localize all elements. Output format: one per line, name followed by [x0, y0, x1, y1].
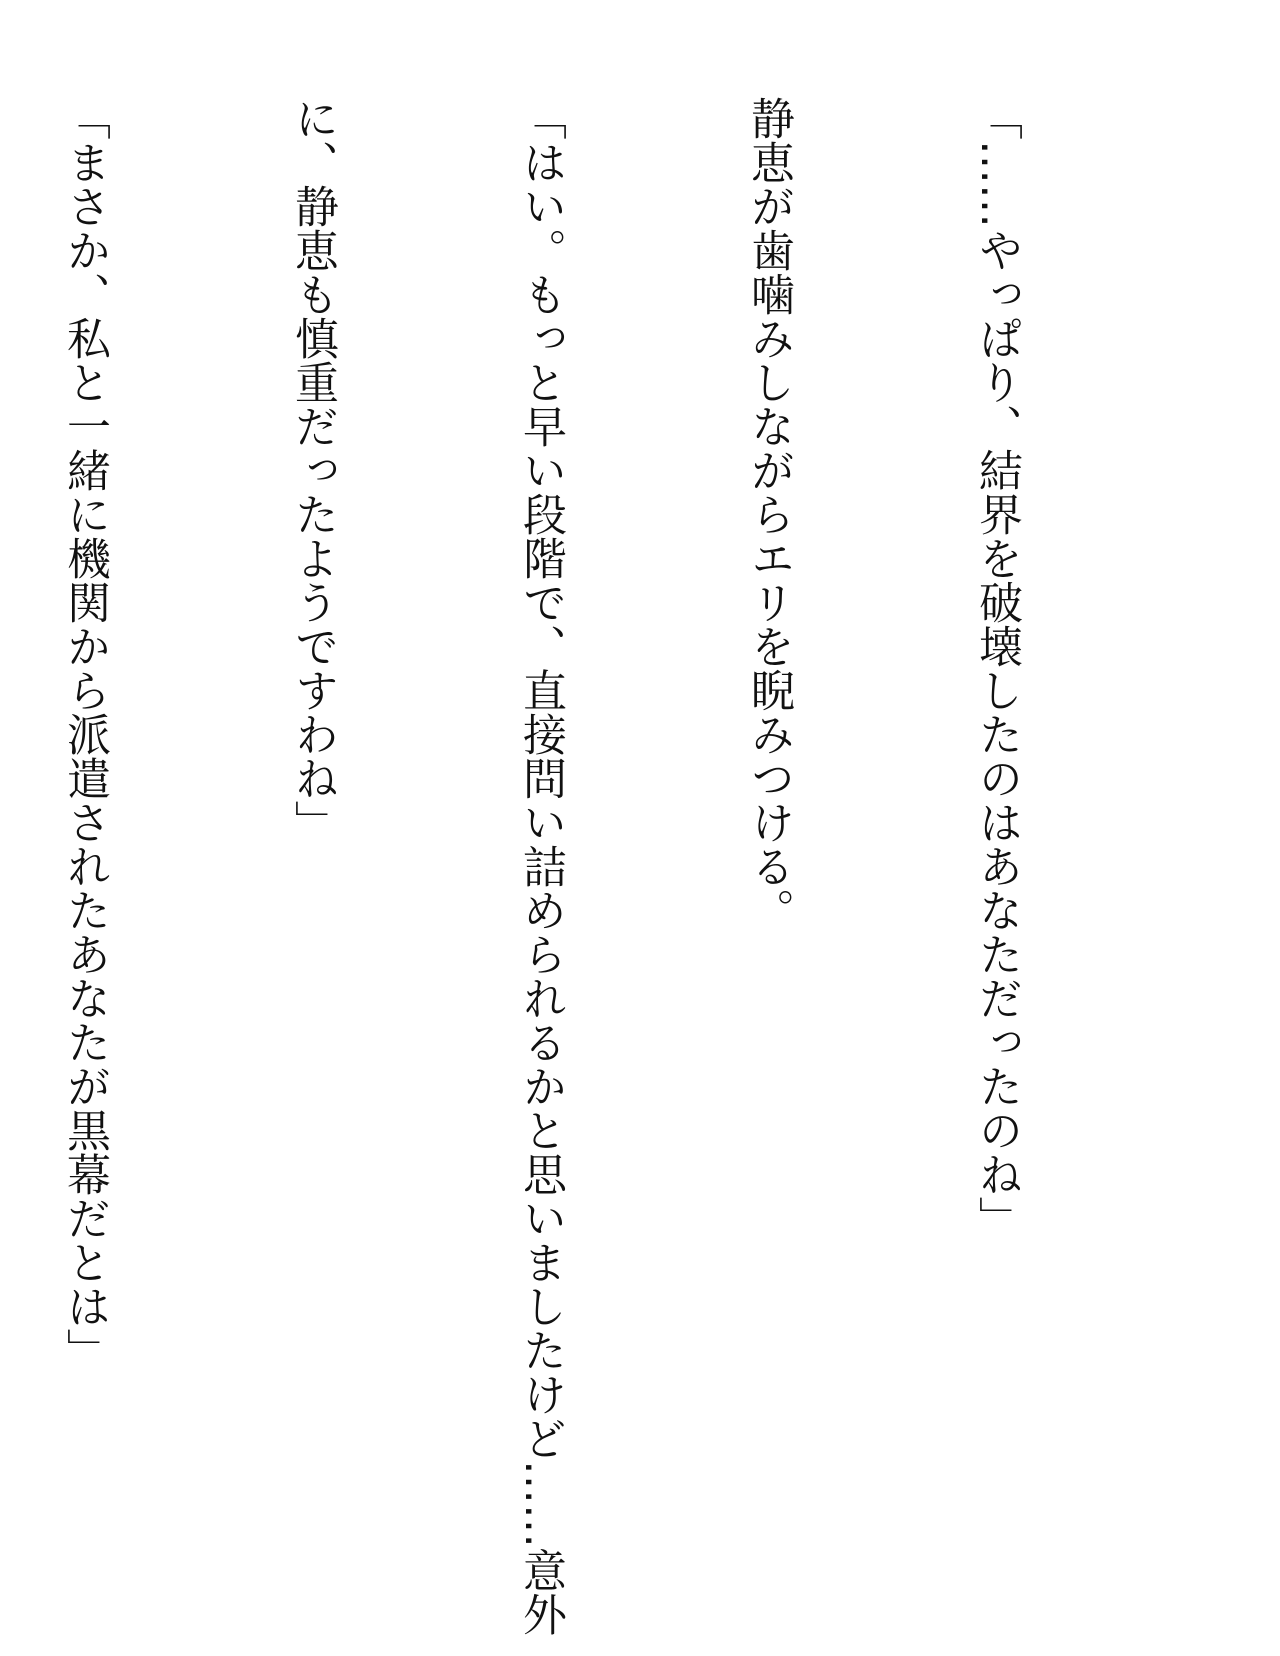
text-line: 静恵が歯噛みしながらエリを睨みつける。 — [743, 96, 794, 932]
text-line: 「まさか、私と一緒に機関から派遣されたあなたが黒幕だとは」 — [59, 96, 110, 1372]
vertical-text-body — [0, 96, 1186, 1636]
text-line: 「はい。もっと早い段階で、直接問い詰められるかと思いましたけど……意外 — [515, 96, 566, 1636]
text-line: に、静恵も慎重だったようですわね」 — [287, 96, 338, 844]
text-line: 「……やっぱり、結界を破壊したのはあなただったのね」 — [971, 96, 1022, 1240]
